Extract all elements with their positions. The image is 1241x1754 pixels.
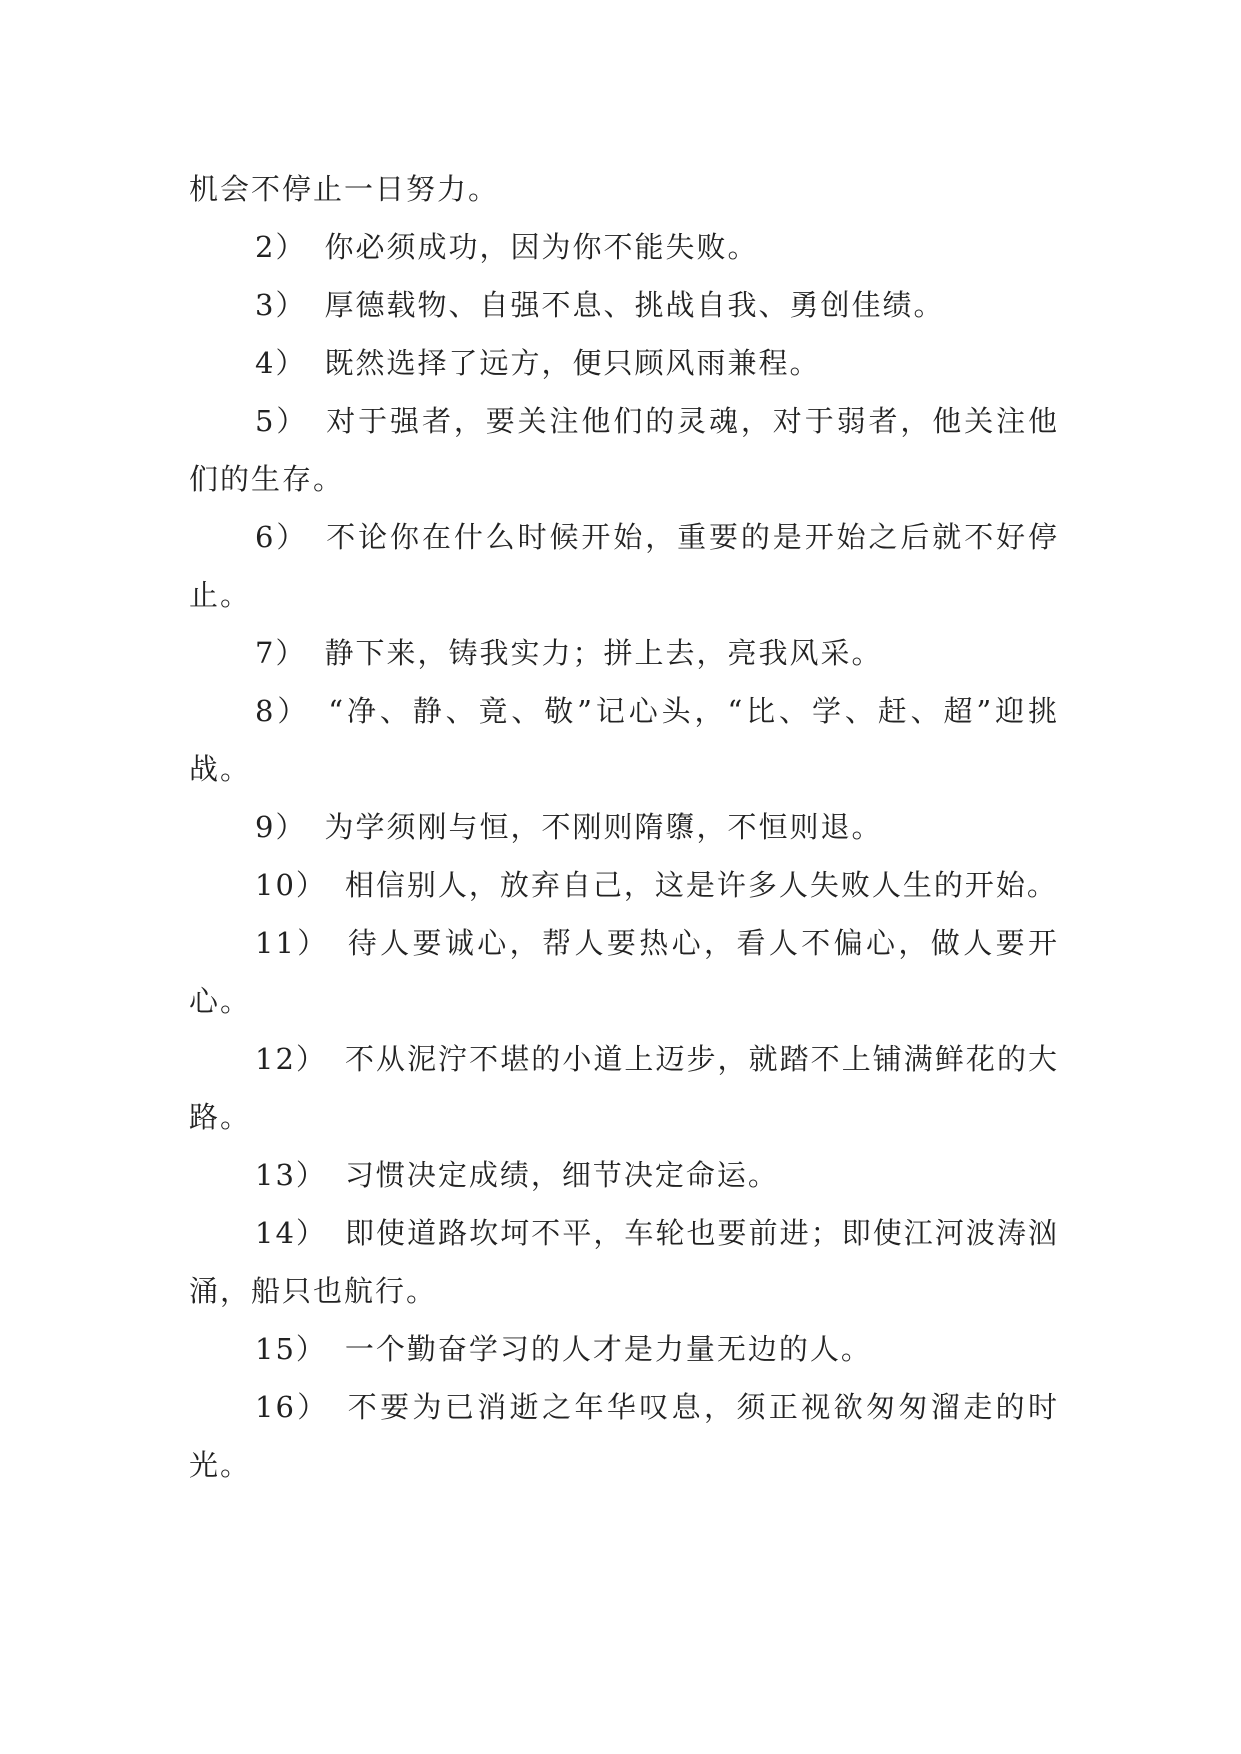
- document-body: [189, 160, 1059, 1494]
- list-item: [189, 1204, 1059, 1320]
- list-item: [189, 1146, 1059, 1204]
- item-text: 待人要诚心，帮人要热心，看人不偏心，做人要开心。: [189, 926, 1059, 1018]
- item-number: 7）: [255, 636, 307, 670]
- list-item: [189, 682, 1059, 798]
- item-text: 为学须刚与恒，不刚则隋隳，不恒则退。: [324, 810, 883, 844]
- list-item: [189, 218, 1059, 276]
- item-text: 不从泥泞不堪的小道上迈步，就踏不上铺满鲜花的大路。: [189, 1042, 1059, 1134]
- item-text: 相信别人，放弃自己，这是许多人失败人生的开始。: [344, 868, 1058, 902]
- item-number: 14）: [255, 1216, 327, 1250]
- item-number: 15）: [255, 1332, 327, 1366]
- item-number: 10）: [255, 868, 327, 902]
- item-text: 习惯决定成绩，细节决定命运。: [344, 1158, 779, 1192]
- list-item: [189, 1320, 1059, 1378]
- item-number: 5）: [255, 404, 309, 438]
- list-item: [189, 276, 1059, 334]
- item-text: 厚德载物、自强不息、挑战自我、勇创佳绩。: [324, 288, 945, 322]
- item-number: 2）: [255, 230, 307, 264]
- item-number: 6）: [255, 520, 309, 554]
- list-item: [189, 508, 1059, 624]
- list-item: [189, 1030, 1059, 1146]
- continued-paragraph: 机会不停止一日努力。: [189, 172, 500, 206]
- item-text: 你必须成功，因为你不能失败。: [324, 230, 759, 264]
- list-item: [189, 914, 1059, 1030]
- item-text: 一个勤奋学习的人才是力量无边的人。: [344, 1332, 872, 1366]
- item-number: 8）: [255, 694, 311, 728]
- item-text: 不要为已消逝之年华叹息，须正视欲匆匆溜走的时光。: [189, 1390, 1059, 1482]
- item-number: 13）: [255, 1158, 327, 1192]
- item-number: 16）: [255, 1390, 330, 1424]
- list-item: [189, 624, 1059, 682]
- list-item: [189, 856, 1059, 914]
- list-item: [189, 1378, 1059, 1494]
- item-text: 既然选择了远方，便只顾风雨兼程。: [324, 346, 821, 380]
- list-item: [189, 334, 1059, 392]
- item-text: 即使道路坎坷不平，车轮也要前进；即使江河波涛汹涌，船只也航行。: [189, 1216, 1059, 1308]
- item-number: 12）: [255, 1042, 327, 1076]
- list-item: [189, 798, 1059, 856]
- list-item: [189, 392, 1059, 508]
- item-number: 9）: [255, 810, 307, 844]
- item-number: 3）: [255, 288, 307, 322]
- item-number: 11）: [255, 926, 330, 960]
- item-text: 对于强者，要关注他们的灵魂，对于弱者，他关注他们的生存。: [189, 404, 1059, 496]
- item-text: “净、静、竟、敬”记心头，“比、学、赶、超”迎挑战。: [189, 694, 1059, 786]
- item-text: 不论你在什么时候开始，重要的是开始之后就不好停止。: [189, 520, 1059, 612]
- item-number: 4）: [255, 346, 307, 380]
- item-text: 静下来，铸我实力；拼上去，亮我风采。: [324, 636, 883, 670]
